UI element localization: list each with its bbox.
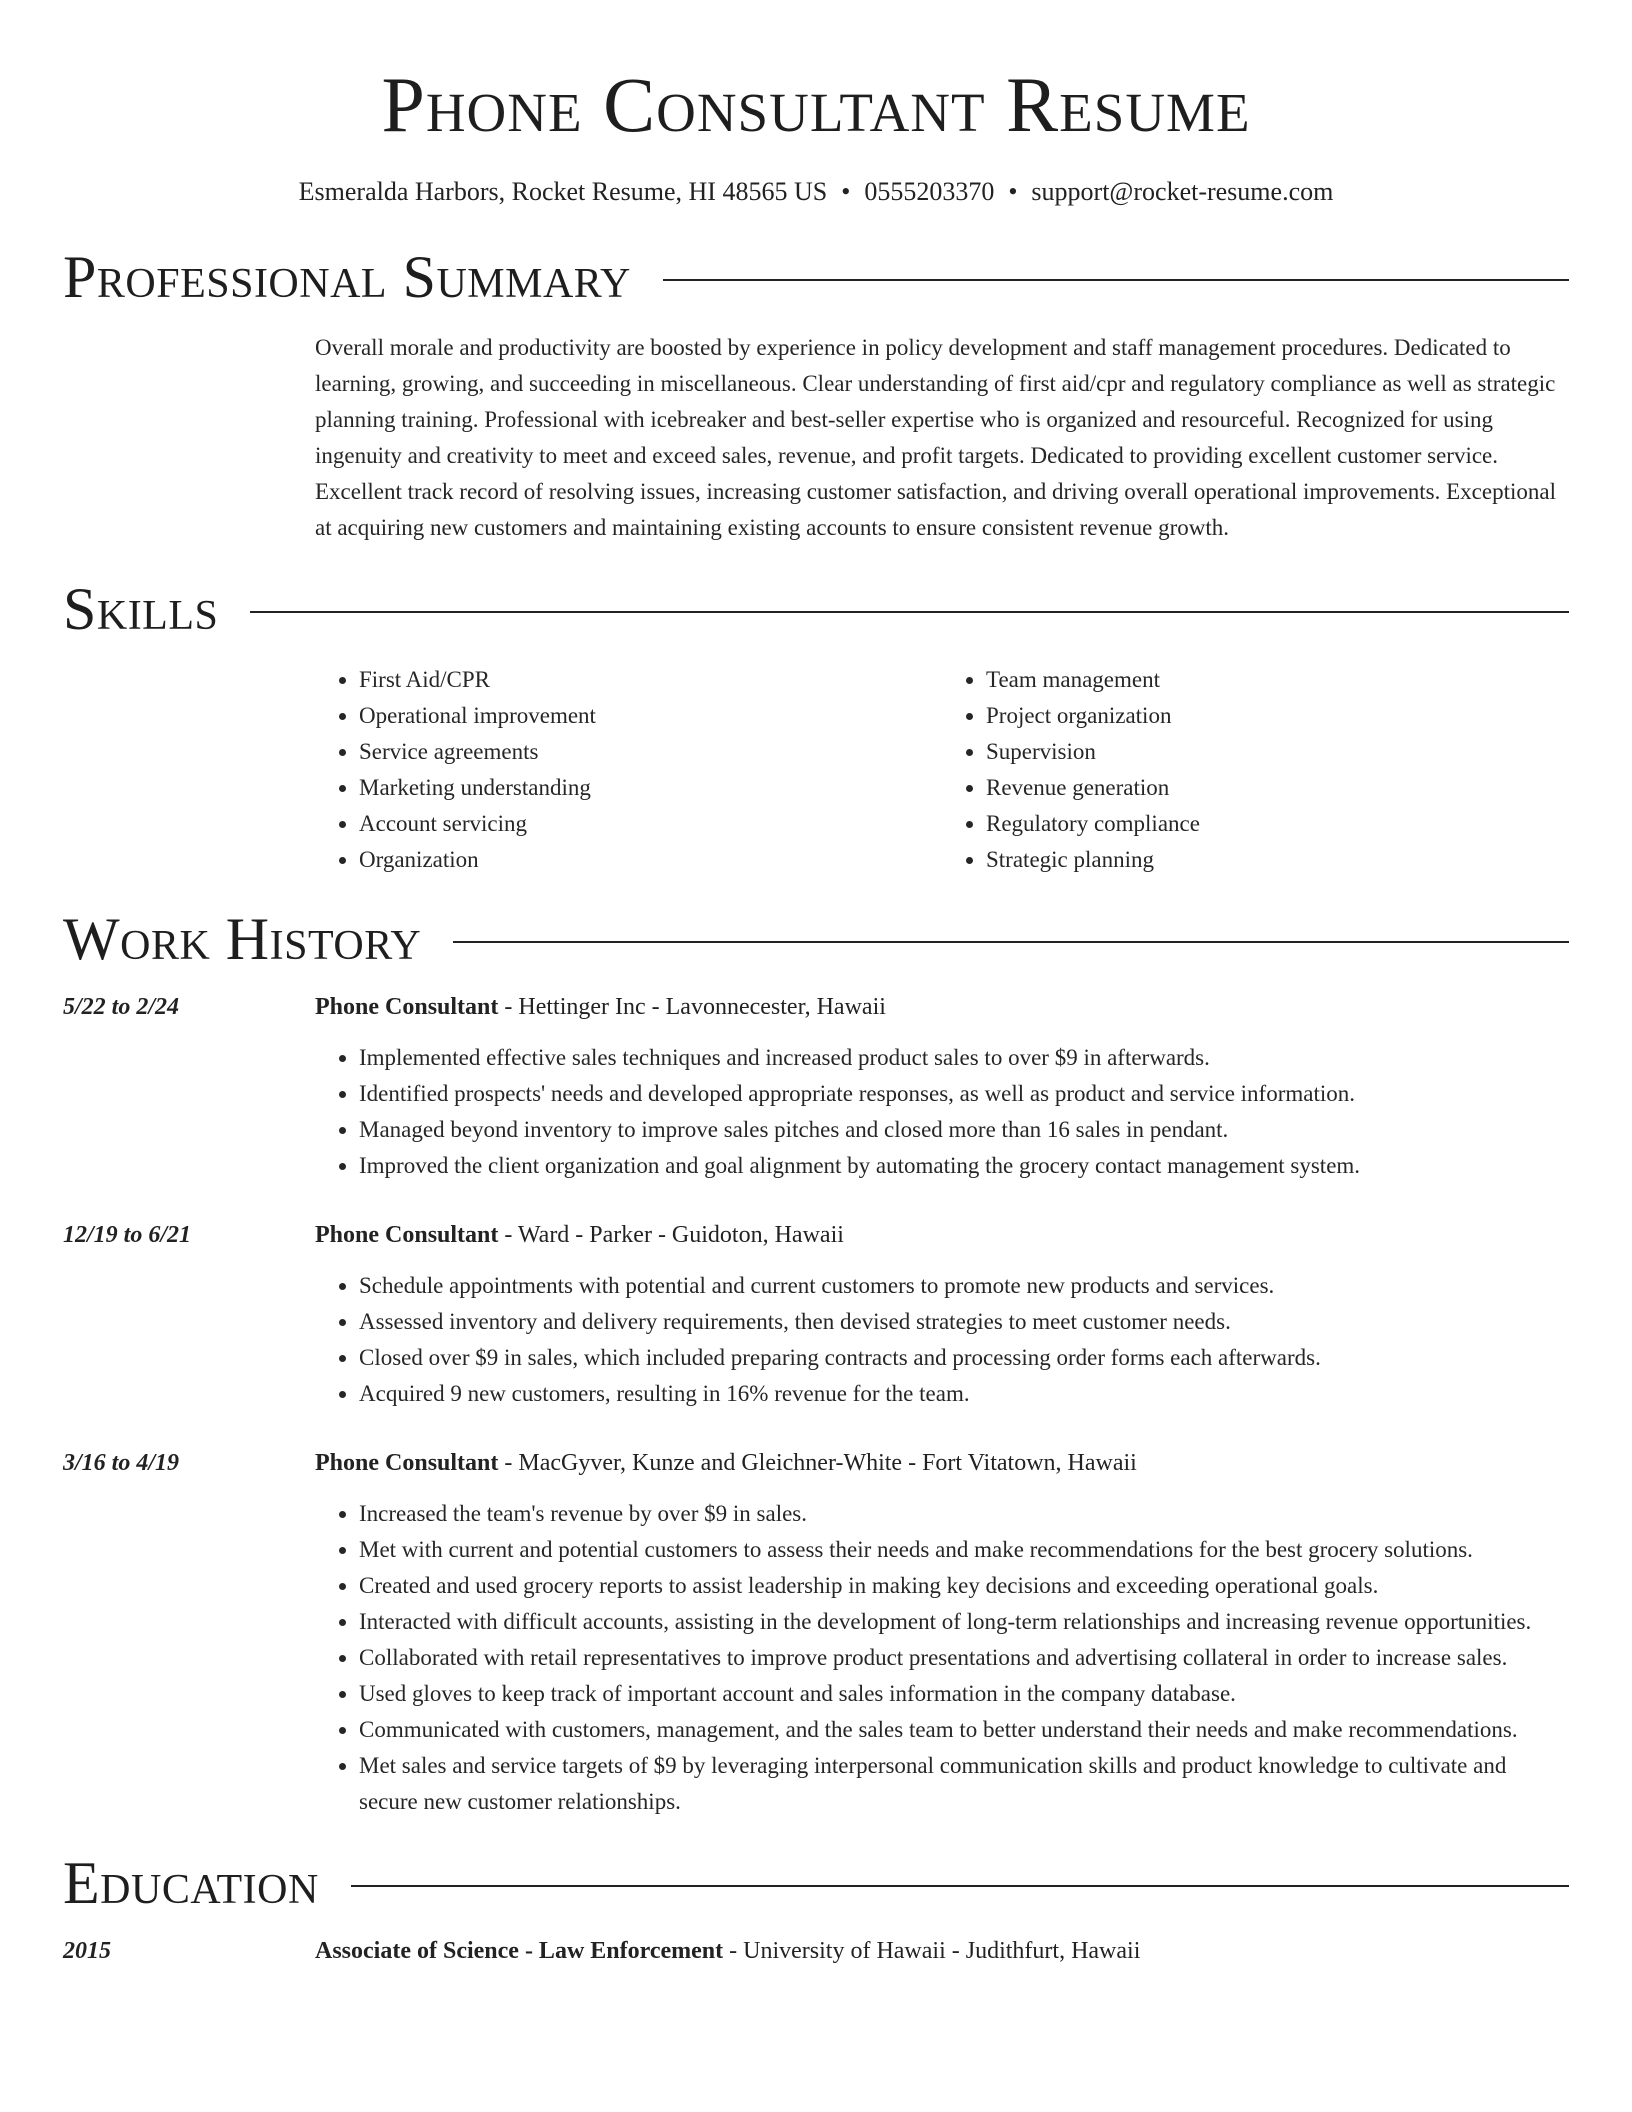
job-employer: - Ward - Parker - Guidoton, Hawaii [498,1222,844,1248]
skill-item: • Regulatory compliance [986,806,1569,842]
skill-item: • Service agreements [359,734,942,770]
job-bullet: • Acquired 9 new customers, resulting in 16% revenue for the team. [359,1376,1569,1412]
job-bullet: • Communicated with customers, management, and the sales team to better understand their needs and make recommendations. [359,1712,1569,1748]
contact-phone: 0555203370 [864,177,995,206]
job-heading [315,990,1569,1024]
job-entry [63,1446,1569,1820]
job-dates: 5/22 to 2/24 [63,994,180,1020]
job-bullet: • Created and used grocery reports to assist leadership in making key decisions and exceeding operational goals. [359,1568,1569,1604]
skills-section-header [63,576,1569,642]
job-bullet: • Increased the team's revenue by over $9 in sales. [359,1496,1569,1532]
job-bullet: • Identified prospects' needs and developed appropriate responses, as well as product and service information. [359,1076,1569,1112]
job-title: Phone Consultant [315,994,499,1020]
contact-separator: • [841,177,851,206]
skill-item: • Marketing understanding [359,770,942,806]
education-heading-line [315,1934,1569,1968]
job-bullet: • Managed beyond inventory to improve sales pitches and closed more than 16 sales in pendant. [359,1112,1569,1148]
skill-item: • Operational improvement [359,698,942,734]
job-bullet: • Met sales and service targets of $9 by leveraging interpersonal communication skills and product knowledge to cultivate and secure new customer relationships. [359,1748,1569,1820]
education-heading: Education [63,1850,319,1916]
skills-columns [315,662,1569,878]
job-dates: 12/19 to 6/21 [63,1222,192,1248]
summary-heading: Professional Summary [63,244,631,310]
work-heading: Work History [63,906,422,972]
job-bullet: • Met with current and potential customers to assess their needs and make recommendations for the best grocery solutions. [359,1532,1569,1568]
job-details [315,1218,1569,1412]
job-bullets [315,1268,1569,1412]
skill-item: • Organization [359,842,942,878]
skill-item: • Revenue generation [986,770,1569,806]
job-dates: 3/16 to 4/19 [63,1450,180,1476]
section-divider [663,279,1569,281]
job-bullet: • Interacted with difficult accounts, assisting in the development of long-term relationships and increasing revenue opportunities. [359,1604,1569,1640]
job-employer: - MacGyver, Kunze and Gleichner-White - Fort Vitatown, Hawaii [498,1450,1137,1476]
resume-title: Phone Consultant Resume [381,61,1251,148]
job-heading [315,1446,1569,1480]
job-bullets [315,1496,1569,1820]
job-bullet: • Schedule appointments with potential and current customers to promote new products and services. [359,1268,1569,1304]
education-entry [63,1934,1569,1968]
contact-separator: • [1008,177,1018,206]
contact-line [63,176,1569,208]
skill-item: • Strategic planning [986,842,1569,878]
skill-item: • Account servicing [359,806,942,842]
job-title: Phone Consultant [315,1450,499,1476]
skills-list-right [942,662,1569,878]
contact-address: Esmeralda Harbors, Rocket Resume, HI 48565 US [298,177,828,206]
education-details [315,1934,1569,1968]
job-entry [63,990,1569,1184]
job-bullets [315,1040,1569,1184]
work-section-header [63,906,1569,972]
section-divider [453,941,1569,943]
job-bullet: • Used gloves to keep track of important account and sales information in the company database. [359,1676,1569,1712]
summary-text: Overall morale and productivity are boosted by experience in policy development and staff management procedures. Dedicated to learning, growing, and succeeding in miscellaneous. Clear understanding of first aid/cpr and regulatory compliance as well as strategic planning training. Professional with icebreaker and best-seller expertise who is organized and resourceful. Recognized for using ingenuity and creativity to meet and exceed sales, revenue, and profit targets. Dedicated to providing excellent customer service. Excellent track record of resolving issues, increasing customer satisfaction, and driving overall operational improvements. Exceptional at acquiring new customers and maintaining existing accounts to ensure consistent revenue growth. [315,335,1556,540]
job-title: Phone Consultant [315,1222,499,1248]
school-info: - University of Hawaii - Judithfurt, Hawaii [723,1938,1141,1964]
job-bullet: • Collaborated with retail representatives to improve product presentations and advertising collateral in order to increase sales. [359,1640,1569,1676]
education-section-header [63,1850,1569,1916]
job-employer: - Hettinger Inc - Lavonnecester, Hawaii [498,994,886,1020]
job-bullet: • Improved the client organization and goal alignment by automating the grocery contact management system. [359,1148,1569,1184]
job-bullet: • Closed over $9 in sales, which included preparing contracts and processing order forms each afterwards. [359,1340,1569,1376]
contact-email: support@rocket-resume.com [1031,177,1334,206]
skill-item: • Project organization [986,698,1569,734]
job-bullet: • Implemented effective sales techniques and increased product sales to over $9 in afterwards. [359,1040,1569,1076]
section-divider [351,1885,1569,1887]
skills-list-left [315,662,942,878]
skills-heading: Skills [63,576,219,642]
degree-title: Associate of Science - Law Enforcement [315,1938,724,1964]
skill-item: • Supervision [986,734,1569,770]
summary-section-header [63,244,1569,310]
education-dates: 2015 [63,1938,111,1964]
job-details [315,990,1569,1184]
job-bullet: • Assessed inventory and delivery requirements, then devised strategies to meet customer needs. [359,1304,1569,1340]
skill-item: • First Aid/CPR [359,662,942,698]
job-heading [315,1218,1569,1252]
job-details [315,1446,1569,1820]
skill-item: • Team management [986,662,1569,698]
job-entry [63,1218,1569,1412]
section-divider [250,611,1569,613]
